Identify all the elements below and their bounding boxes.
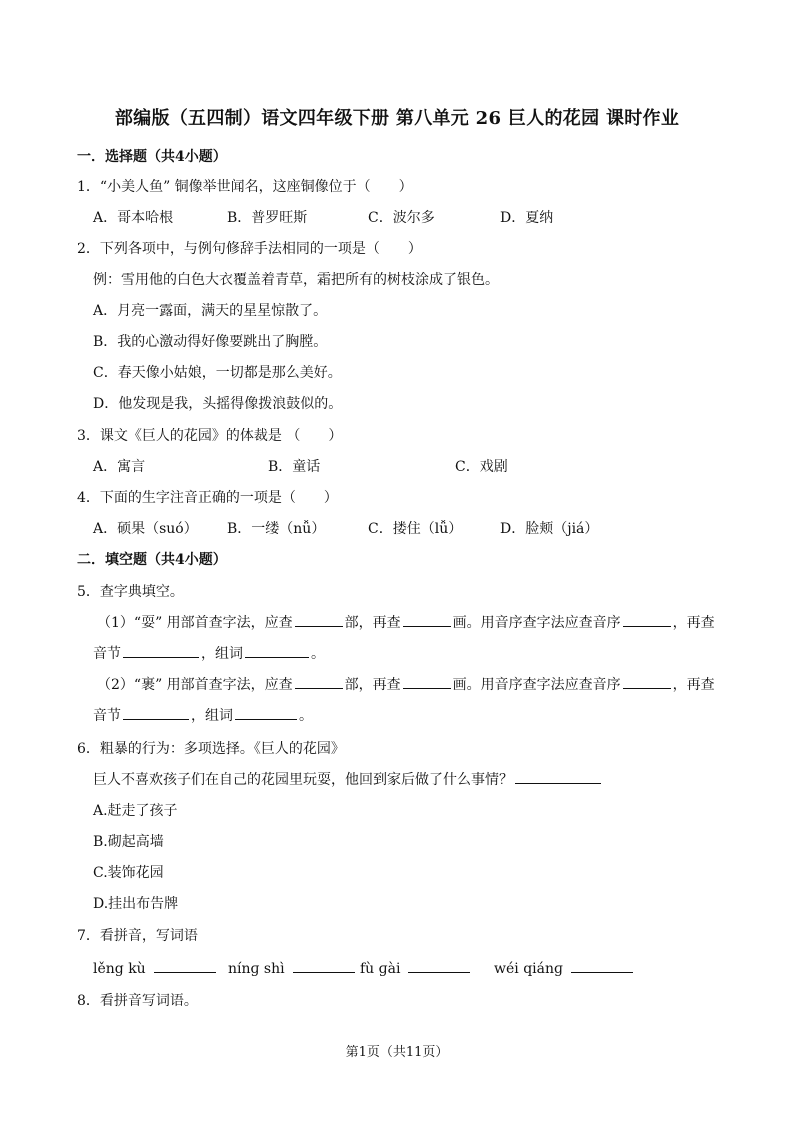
answer-blank[interactable]: [571, 958, 633, 973]
pinyin-word: lěng kù: [93, 961, 146, 977]
option-c: C．戏剧: [455, 459, 508, 475]
question-2-example: 例：雪用他的白色大衣覆盖着青草，霜把所有的树枝涂成了银色。: [93, 272, 499, 288]
section-heading-fill: 二．填空题（共4小题）: [77, 552, 227, 568]
option-a: A.赶走了孩子: [93, 803, 178, 819]
question-5-part-2-line-2: 音节 ，组词 。: [93, 705, 313, 725]
option-c: C．春天像小姑娘，一切都是那么美好。: [93, 365, 342, 381]
answer-blank[interactable]: [245, 643, 309, 658]
question-6: 6．粗暴的行为：多项选择。《巨人的花园》: [77, 741, 345, 757]
page-title: 部编版（五四制）语文四年级下册 第八单元 26 巨人的花园 课时作业: [114, 108, 680, 129]
answer-blank[interactable]: [623, 674, 671, 689]
question-3: 3．课文《巨人的花园》的体裁是 （ ）: [77, 428, 343, 444]
answer-blank[interactable]: [154, 958, 216, 973]
option-a: A．寓言: [93, 459, 146, 475]
answer-blank[interactable]: [403, 612, 451, 627]
answer-blank[interactable]: [235, 705, 297, 720]
option-b: B．我的心激动得好像要跳出了胸膛。: [93, 334, 328, 350]
question-5-part-1-line-2: 音节 ，组词 。: [93, 643, 325, 663]
option-d: D．脸颊（jiá）: [500, 521, 599, 537]
pinyin-word: fù ɡài: [360, 961, 401, 977]
option-b: B．一缕（nǚ）: [227, 521, 326, 537]
option-a: A．硕果（suó）: [93, 521, 198, 537]
option-d: D．夏纳: [500, 210, 554, 226]
option-d: D．他发现是我，头摇得像拨浪鼓似的。: [93, 396, 343, 412]
question-8: 8．看拼音写词语。: [77, 993, 198, 1009]
option-c: C．搂住（lǚ）: [368, 521, 463, 537]
option-b: B．普罗旺斯: [227, 210, 308, 226]
answer-blank[interactable]: [623, 612, 671, 627]
question-5-part-1-line-1: （1）“耍” 用部首查字法，应查 部，再查 画。用音序查字法应查音序 ，再查: [97, 612, 715, 632]
question-5-part-2-line-1: （2）“裹” 用部首查字法，应查 部，再查 画。用音序查字法应查音序 ，再查: [97, 674, 715, 694]
pinyin-word: nínɡ shì: [228, 961, 285, 977]
option-c: C．波尔多: [368, 210, 435, 226]
question-7: 7．看拼音，写词语: [77, 928, 198, 944]
option-b: B.砌起高墙: [93, 834, 164, 850]
question-2: 2．下列各项中，与例句修辞手法相同的一项是（ ）: [77, 241, 422, 257]
answer-blank[interactable]: [123, 643, 199, 658]
question-6-prompt: 巨人不喜欢孩子们在自己的花园里玩耍，他回到家后做了什么事情？: [93, 769, 603, 789]
option-d: D.挂出布告牌: [93, 896, 179, 912]
option-c: C.装饰花园: [93, 865, 164, 881]
answer-blank[interactable]: [515, 769, 601, 784]
question-7-pinyin-row: [0, 958, 794, 978]
option-b: B．童话: [268, 459, 321, 475]
answer-blank[interactable]: [123, 705, 189, 720]
pinyin-word: wéi qiánɡ: [494, 961, 563, 977]
section-heading-choice: 一．选择题（共4小题）: [77, 149, 227, 165]
answer-blank[interactable]: [403, 674, 451, 689]
answer-blank[interactable]: [293, 958, 355, 973]
question-4: 4．下面的生字注音正确的一项是（ ）: [77, 490, 338, 506]
answer-blank[interactable]: [295, 674, 343, 689]
answer-blank[interactable]: [408, 958, 470, 973]
question-5: 5．查字典填空。: [77, 584, 184, 600]
option-a: A．哥本哈根: [93, 210, 174, 226]
question-1: 1．“小美人鱼” 铜像举世闻名，这座铜像位于（ ）: [77, 179, 413, 195]
page-footer: 第1页（共11页）: [345, 1045, 449, 1060]
answer-blank[interactable]: [295, 612, 343, 627]
option-a: A．月亮一露面，满天的星星惊散了。: [93, 303, 328, 319]
